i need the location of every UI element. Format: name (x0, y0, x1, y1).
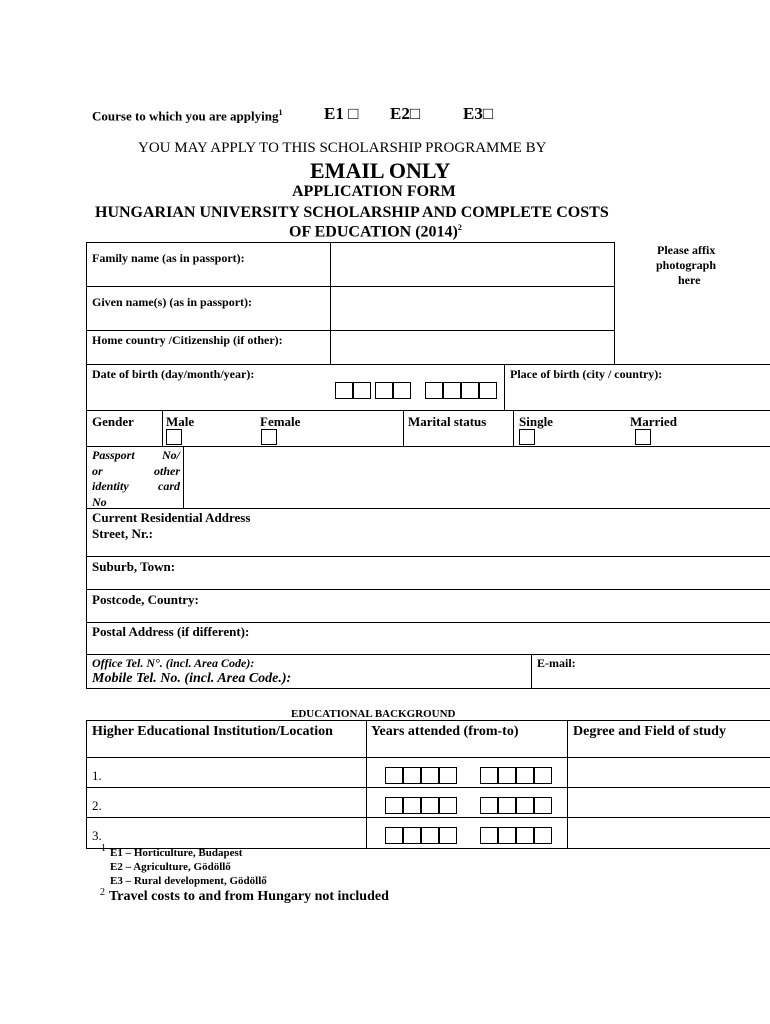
gender-label: Gender (92, 414, 134, 429)
education-row-3-number: 3. (92, 828, 102, 843)
program-title-line2-text: OF EDUCATION (2014) (289, 223, 458, 241)
photo-line2: photograph (656, 258, 717, 272)
married-checkbox[interactable] (635, 429, 651, 445)
male-label: Male (166, 414, 195, 429)
footnote-e1: E1 – Horticulture, Budapest (110, 847, 243, 859)
given-names-input[interactable] (331, 287, 614, 330)
address-label-line1: Current Residential Address (92, 510, 251, 525)
education-row-1-number: 1. (92, 768, 102, 783)
footnote-e2: E2 – Agriculture, Gödöllő (110, 861, 231, 873)
family-name-input[interactable] (331, 243, 614, 286)
passport-input[interactable] (184, 447, 770, 508)
course-label-text: Course to which you are applying (92, 108, 279, 124)
postal-address-label: Postal Address (if different): (92, 624, 250, 639)
photo-line3: here (678, 273, 701, 287)
photo-line1: Please affix (657, 243, 716, 257)
family-name-label: Family name (as in passport): (92, 251, 245, 265)
place-of-birth-label: Place of birth (city / country): (510, 367, 663, 381)
education-col-degree: Degree and Field of study (573, 724, 726, 739)
passport-label-line4: No (92, 494, 107, 509)
education-heading: EDUCATIONAL BACKGROUND (291, 708, 456, 720)
date-of-birth-label: Date of birth (day/month/year): (92, 367, 255, 381)
passport-label-line1: Passport No/ (92, 448, 180, 462)
postcode-label: Postcode, Country: (92, 592, 199, 607)
passport-label-line2: or other (92, 463, 180, 478)
program-title-line2 (289, 223, 462, 241)
course-option-e1[interactable]: E1 □ (324, 104, 359, 123)
given-names-label: Given name(s) (as in passport): (92, 295, 253, 309)
course-option-e3[interactable]: E3□ (463, 104, 494, 123)
footnote-travel: Travel costs to and from Hungary not included (109, 889, 389, 904)
footnote-e3: E3 – Rural development, Gödöllő (110, 875, 267, 887)
married-label: Married (630, 414, 677, 429)
mobile-tel-label: Mobile Tel. No. (incl. Area Code.): (92, 671, 292, 686)
female-label: Female (260, 414, 301, 429)
footnote-1-marker: 1 (101, 843, 106, 854)
footnote-2-marker: 2 (100, 887, 105, 898)
office-tel-label: Office Tel. N°. (incl. Area Code): (92, 656, 255, 670)
address-label-line2: Street, Nr.: (92, 526, 154, 541)
education-row-2-number: 2. (92, 798, 102, 813)
form-title: APPLICATION FORM (292, 183, 456, 200)
male-checkbox[interactable] (166, 429, 182, 445)
single-checkbox[interactable] (519, 429, 535, 445)
female-checkbox[interactable] (261, 429, 277, 445)
education-col-years: Years attended (from-to) (371, 724, 519, 739)
course-option-e2[interactable]: E2□ (390, 104, 421, 123)
single-label: Single (519, 414, 553, 429)
suburb-label: Suburb, Town: (92, 559, 176, 574)
program-footnote-ref: 2 (457, 223, 462, 232)
passport-label (92, 448, 180, 510)
program-title-line1: HUNGARIAN UNIVERSITY SCHOLARSHIP AND COMPLETE COSTS (95, 204, 609, 221)
home-country-label: Home country /Citizenship (if other): (92, 333, 283, 347)
home-country-input[interactable] (331, 331, 614, 364)
passport-label-line3: identity card (92, 479, 180, 493)
apply-by-text: YOU MAY APPLY TO THIS SCHOLARSHIP PROGRAMME BY (138, 140, 547, 156)
email-only-heading: EMAIL ONLY (310, 158, 451, 183)
course-label (92, 108, 282, 124)
email-label: E-mail: (537, 656, 576, 670)
course-footnote-ref: 1 (278, 108, 283, 117)
marital-status-label: Marital status (408, 414, 487, 429)
education-col-institution: Higher Educational Institution/Location (92, 724, 333, 739)
